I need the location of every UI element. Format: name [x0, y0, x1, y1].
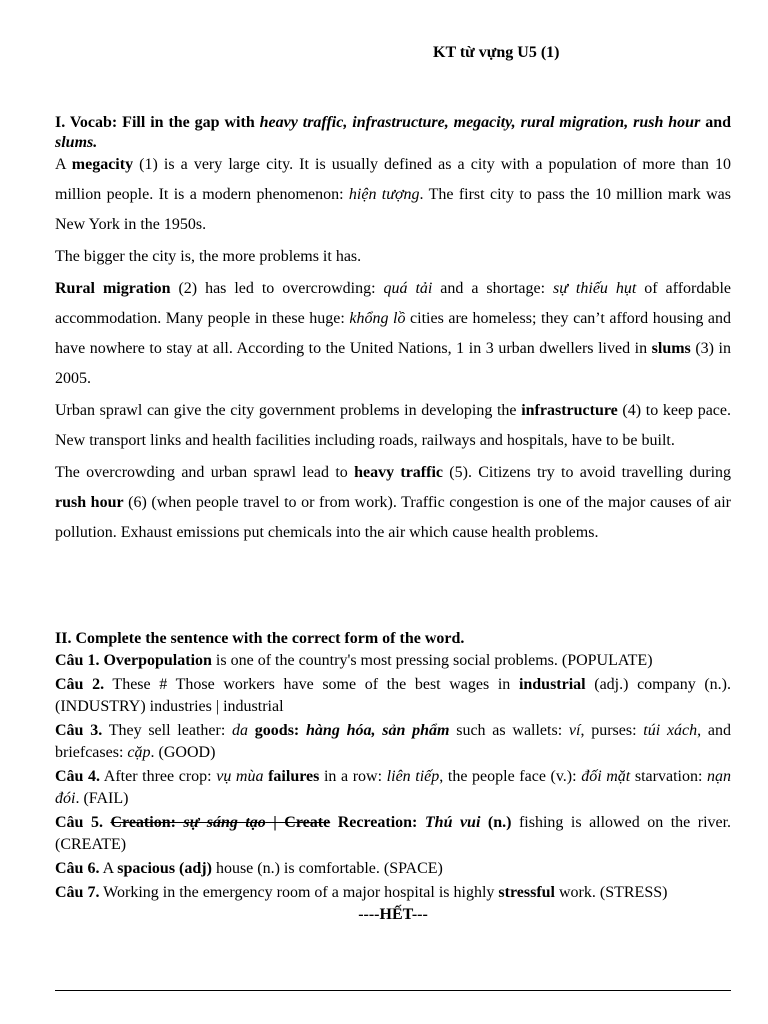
- section-1-passage: [55, 150, 731, 548]
- section-1-heading: I. Vocab: Fill in the gap with heavy traffic, infrastructure, megacity, rural migration, rush hour and slums.: [55, 114, 732, 151]
- question-5: Câu 5. Creation: sự sáng tạo | Create Recreation: Thú vui (n.) fishing is allowed on the river. (CREATE): [55, 814, 732, 853]
- question-4: Câu 4. After three crop: vụ mùa failures in a row: liên tiếp, the people face (v.): đối mặt starvation: nạn đói. (FAIL): [55, 768, 732, 807]
- question-7: Câu 7. Working in the emergency room of a major hospital is highly stressful work. (STRESS): [55, 884, 668, 901]
- question-6: Câu 6. A spacious (adj) house (n.) is comfortable. (SPACE): [55, 860, 443, 877]
- paragraph-1: A megacity (1) is a very large city. It is usually defined as a city with a population of more than 10 million people. It is a modern phenomenon: hiện tượng. The first city to pass the 10 million mark was New York in the 1950s.: [55, 156, 732, 233]
- document-title: KT từ vựng U5 (1): [433, 44, 560, 61]
- end-marker: ----HẾT---: [358, 906, 428, 923]
- question-1: Câu 1. Overpopulation is one of the country's most pressing social problems. (POPULATE): [55, 652, 653, 669]
- paragraph-2: The bigger the city is, the more problems it has.: [55, 248, 362, 265]
- paragraph-3: Rural migration (2) has led to overcrowding: quá tải and a shortage: sự thiếu hụt of affordable accommodation. Many people in these huge: khổng lồ cities are homeless; they can’t afford housing and have nowhere to stay at all. According to the United Nations, 1 in 3 urban dwellers lived in slums (3) in 2005.: [55, 280, 732, 387]
- section-2-heading: II. Complete the sentence with the correct form of the word.: [55, 630, 465, 647]
- question-2: Câu 2. These # Those workers have some of the best wages in industrial (adj.) company (n.). (INDUSTRY) industries | industrial: [55, 676, 732, 715]
- section-2-questions: [55, 650, 731, 924]
- paragraph-5: The overcrowding and urban sprawl lead to heavy traffic (5). Citizens try to avoid travelling during rush hour (6) (when people travel to or from work). Traffic congestion is one of the major causes of air pollution. Exhaust emissions put chemicals into the air which cause health problems.: [55, 464, 732, 541]
- paragraph-4: Urban sprawl can give the city government problems in developing the infrastructure (4) to keep pace. New transport links and health facilities including roads, railways and hospitals, have to be built.: [55, 402, 732, 449]
- footer-rule: [55, 990, 731, 991]
- question-3: Câu 3. They sell leather: da goods: hàng hóa, sản phẩm such as wallets: ví, purses: túi xách, and briefcases: cặp. (GOOD): [55, 722, 732, 761]
